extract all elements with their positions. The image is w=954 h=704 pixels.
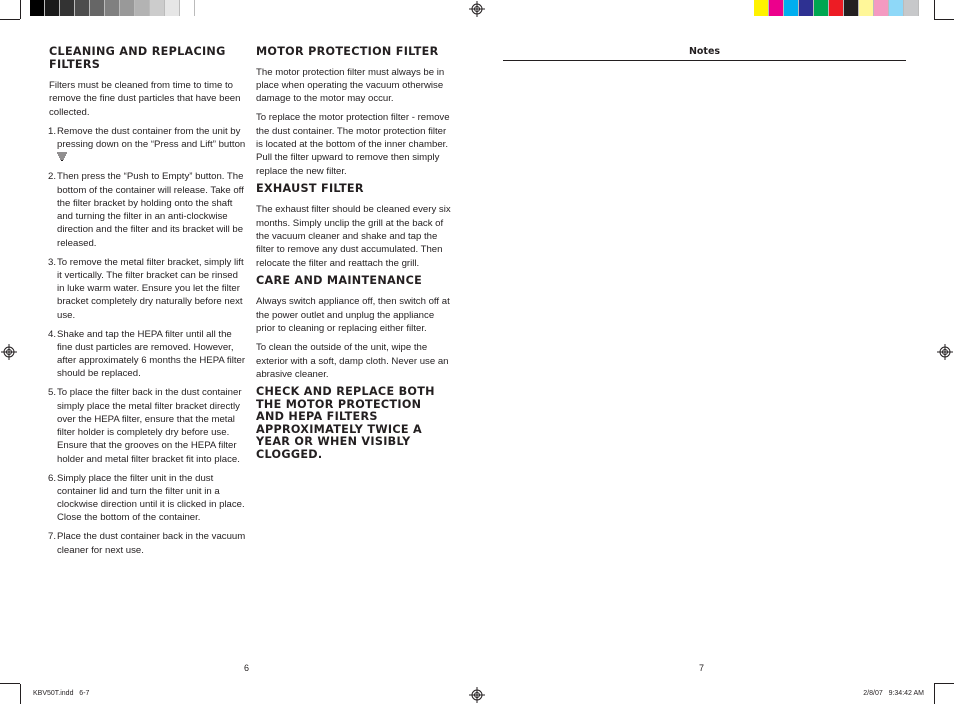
step-text: Remove the dust container from the unit by pressing down on the “Press and Lift” button (57, 125, 246, 151)
step-number: 5. (48, 387, 57, 399)
color-swatch (874, 0, 889, 16)
motor-filter-heading: MOTOR PROTECTION FILTER (256, 45, 439, 58)
care-paragraph-1: Always switch appliance off, then switch off at the power outlet and unplug the appliance prior to cleaning or replacing either filter. (256, 296, 450, 334)
step-number: 1. (48, 125, 57, 137)
color-swatch (180, 0, 195, 16)
list-item (49, 256, 247, 322)
step-text: Then press the “Push to Empty” button. The bottom of the container will release. Take off the filter bracket by holding onto the shaft and turning the filter in an anti-clockwise direction and the filter and its bracket will be released. (57, 171, 244, 249)
registration-mark-icon (469, 1, 485, 17)
process-color-bar (754, 0, 919, 16)
color-swatch (889, 0, 904, 16)
color-swatch (769, 0, 784, 16)
press-and-lift-icon (57, 152, 67, 161)
color-swatch (799, 0, 814, 16)
step-text: To place the filter back in the dust container simply place the metal filter bracket directly over the HEPA filter, ensure that the metal filter holder is completely dry before use. Ensure that the grooves on the HEPA filter holder and metal filter bracket fit into place. (57, 387, 242, 465)
step-text: To remove the metal filter bracket, simply lift it vertically. The filter bracket can be rinsed in luke warm water. Ensure you let the filter bracket completely dry naturally before next use. (57, 256, 244, 321)
step-number: 3. (48, 256, 57, 268)
step-text: Place the dust container back in the vacuum cleaner for next use. (57, 531, 246, 556)
color-swatch (120, 0, 135, 16)
list-item (49, 170, 247, 250)
step-number: 7. (48, 531, 57, 543)
page-number-right: 7 (699, 663, 705, 673)
color-swatch (135, 0, 150, 16)
color-swatch (904, 0, 919, 16)
color-swatch (90, 0, 105, 16)
step-number: 4. (48, 328, 57, 340)
page-number-left: 6 (244, 663, 250, 673)
color-swatch (75, 0, 90, 16)
exhaust-filter-paragraph: The exhaust filter should be cleaned every six months. Simply unclip the grill at the back of the vacuum cleaner and shake and tap the filter to remove any dust accumulated. Then relocate the filter and reattach the grill. (256, 204, 451, 269)
color-swatch (784, 0, 799, 16)
step-text: Simply place the filter unit in the dust container lid and turn the filter unit in a clockwise direction until it is clicked in place. Close the bottom of the container. (57, 472, 245, 524)
color-swatch (844, 0, 859, 16)
registration-mark-icon (937, 344, 953, 360)
crop-mark (20, 0, 21, 19)
color-swatch (829, 0, 844, 16)
list-item (49, 125, 247, 165)
exhaust-filter-heading: EXHAUST FILTER (256, 181, 364, 195)
list-item (49, 328, 247, 381)
registration-mark-icon (469, 687, 485, 703)
notes-rule (503, 60, 906, 61)
step-text: Shake and tap the HEPA filter until all the fine dust particles are removed. However, after approximately 6 months the HEPA filter should be replaced. (57, 328, 246, 380)
care-heading: CARE AND MAINTENANCE (256, 273, 423, 287)
slug-timestamp: 2/8/07 9:34:42 AM (863, 690, 924, 697)
color-swatch (165, 0, 180, 16)
cleaning-column (49, 46, 247, 562)
color-swatch (814, 0, 829, 16)
notes-title: Notes (688, 46, 721, 57)
crop-mark (934, 683, 954, 684)
slug-filename: KBV50T.indd 6-7 (33, 690, 90, 697)
color-swatch (105, 0, 120, 16)
registration-mark-icon (1, 344, 17, 360)
crop-mark (0, 19, 20, 20)
crop-mark (0, 683, 20, 684)
filter-info-column (256, 46, 452, 461)
care-paragraph-2: To clean the outside of the unit, wipe the exterior with a soft, damp cloth. Never use an abrasive cleaner. (256, 342, 449, 380)
check-replace-notice: CHECK AND REPLACE BOTH THE MOTOR PROTECTION AND HEPA FILTERS APPROXIMATELY TWICE A YEAR OR WHEN VISIBLY CLOGGED. (256, 385, 435, 461)
cleaning-steps (49, 125, 247, 557)
cleaning-heading: CLEANING AND REPLACING FILTERS (49, 45, 226, 71)
color-swatch (60, 0, 75, 16)
crop-mark (934, 684, 935, 704)
cleaning-intro: Filters must be cleaned from time to time to remove the fine dust particles that have been collected. (49, 80, 241, 118)
motor-filter-paragraph: The motor protection filter must always be in place when operating the vacuum otherwise damage to the motor may occur. (256, 66, 445, 105)
step-number: 6. (48, 472, 57, 484)
grayscale-color-bar (30, 0, 195, 16)
list-item (49, 472, 247, 525)
color-swatch (30, 0, 45, 16)
color-swatch (45, 0, 60, 16)
motor-filter-replace-paragraph: To replace the motor protection filter - remove the dust container. The motor protection filter is located at the bottom of the inner chamber. Pull the filter upward to remove then simply replace the new filter. (256, 112, 450, 177)
color-swatch (859, 0, 874, 16)
step-number: 2. (48, 171, 57, 183)
color-swatch (150, 0, 165, 16)
crop-mark (934, 19, 954, 20)
color-swatch (754, 0, 769, 16)
crop-mark (20, 684, 21, 704)
crop-mark (934, 0, 935, 19)
list-item (49, 530, 247, 557)
list-item (49, 386, 247, 466)
